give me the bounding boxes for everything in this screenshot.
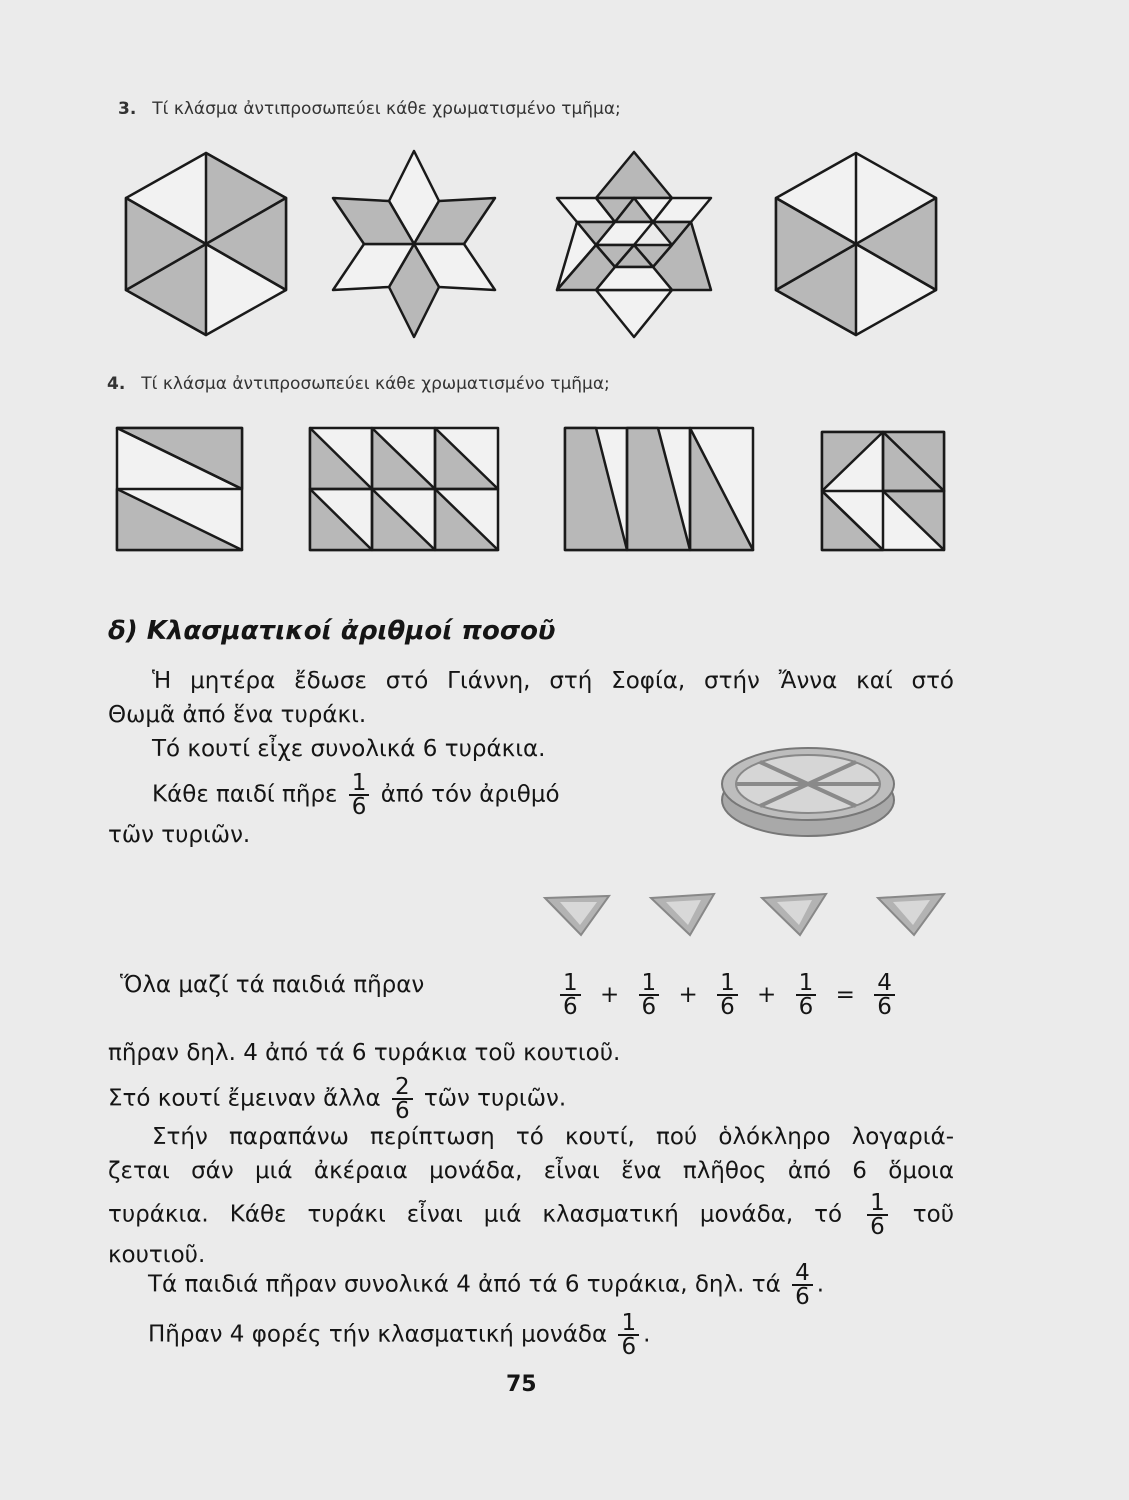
- exercise-3-text: Τί κλάσμα ἀντιπροσωπεύει κάθε χρωματισμένο τμῆμα;: [152, 99, 621, 119]
- p1-line-4-b: ἀπό τόν ἀριθμό: [380, 781, 560, 808]
- hexagon-figure-1: [126, 153, 286, 335]
- p3-line-2: ζεται σάν μιά ἀκέραια μονάδα, εἶναι ἕνα πλῆθος ἀπό 6 ὅμοια: [108, 1158, 954, 1184]
- equation-term-2: $\frac{1}{6}$: [639, 972, 660, 1018]
- exercise-4-question: [107, 374, 610, 394]
- plus-sign: +: [678, 981, 698, 1008]
- star-rhombi-figure: [333, 151, 495, 337]
- plus-sign: +: [599, 981, 620, 1008]
- p1-line-5: τῶν τυριῶν.: [108, 822, 251, 848]
- square-figure-4: [822, 432, 944, 550]
- equation-label: Ὅλα μαζί τά παιδιά πῆραν: [120, 972, 425, 998]
- fraction-one-sixth: $\frac{1}{6}$: [867, 1192, 888, 1238]
- p1-line-2: Θωμᾶ ἀπό ἕνα τυράκι.: [108, 702, 367, 728]
- paragraph-4: [108, 1262, 824, 1358]
- page-number: 75: [506, 1372, 537, 1397]
- p3-line-4: κουτιοῦ.: [108, 1242, 206, 1268]
- star-triangles-figure: [557, 152, 711, 337]
- p3-line-3: τυράκια. Κάθε τυράκι εἶναι μιά κλασματική μονάδα, τό $\frac{1}{6}$ τοῦ: [108, 1190, 955, 1240]
- square-figure-1: [117, 428, 242, 550]
- hexagon-figure-2: [776, 153, 936, 335]
- section-title: δ) Κλασματικοί ἀριθμοί ποσοῦ: [108, 616, 556, 646]
- equation-row: [120, 968, 424, 1002]
- plus-sign: +: [757, 981, 777, 1008]
- p1-line-4: [108, 772, 954, 818]
- cheese-wedges: [545, 894, 944, 935]
- p4-line-1: Τά παιδιά πῆραν συνολικά 4 ἀπό τά 6 τυράκια, δηλ. τά $\frac{4}{6}$ .: [148, 1260, 825, 1310]
- equation-result: $\frac{4}{6}$: [874, 972, 895, 1018]
- equation-term-3: $\frac{1}{6}$: [717, 972, 738, 1018]
- p3-line-1: Στήν παραπάνω περίπτωση τό κουτί, πού ὁλόκληρο λογαριά-: [152, 1124, 954, 1150]
- fraction-two-sixths: $\frac{2}{6}$: [392, 1076, 413, 1122]
- fraction-four-sixths: $\frac{4}{6}$: [792, 1262, 813, 1308]
- paragraph-3: [108, 1120, 954, 1272]
- square-figure-2: [310, 428, 498, 550]
- p1-line-1: Ἡ μητέρα ἔδωσε στό Γιάννη, στή Σοφία, στήν Ἄννα καί στό: [152, 668, 954, 694]
- p1-line-4-a: Κάθε παιδί πῆρε: [152, 781, 338, 808]
- square-figure-3: [565, 428, 753, 550]
- equation-term-1: $\frac{1}{6}$: [560, 972, 581, 1018]
- p2-line-2: Στό κουτί ἔμειναν ἄλλα $\frac{2}{6}$ τῶν τυριῶν.: [108, 1074, 567, 1124]
- star-tri-top: [596, 152, 672, 198]
- equation: [556, 972, 899, 1018]
- p4-line-2: Πῆραν 4 φορές τήν κλασματική μονάδα $\frac{1}{6}$ .: [148, 1310, 651, 1360]
- p1-line-3: Τό κουτί εἶχε συνολικά 6 τυράκια.: [152, 736, 546, 762]
- star-tri-bottom: [596, 290, 672, 337]
- exercise-3-number: 3.: [118, 99, 137, 119]
- exercise-4-text: Τί κλάσμα ἀντιπροσωπεύει κάθε χρωματισμένο τμῆμα;: [141, 374, 610, 394]
- equals-sign: =: [835, 981, 855, 1008]
- fraction-one-sixth: $\frac{1}{6}$: [349, 772, 370, 818]
- equation-term-4: $\frac{1}{6}$: [796, 972, 817, 1018]
- paragraph-1: [108, 664, 954, 852]
- fraction-one-sixth: $\frac{1}{6}$: [618, 1312, 639, 1358]
- paragraph-2: [108, 1036, 620, 1122]
- p2-line-1: πῆραν δηλ. 4 ἀπό τά 6 τυράκια τοῦ κουτιοῦ.: [108, 1040, 621, 1066]
- exercise-4-number: 4.: [107, 374, 126, 394]
